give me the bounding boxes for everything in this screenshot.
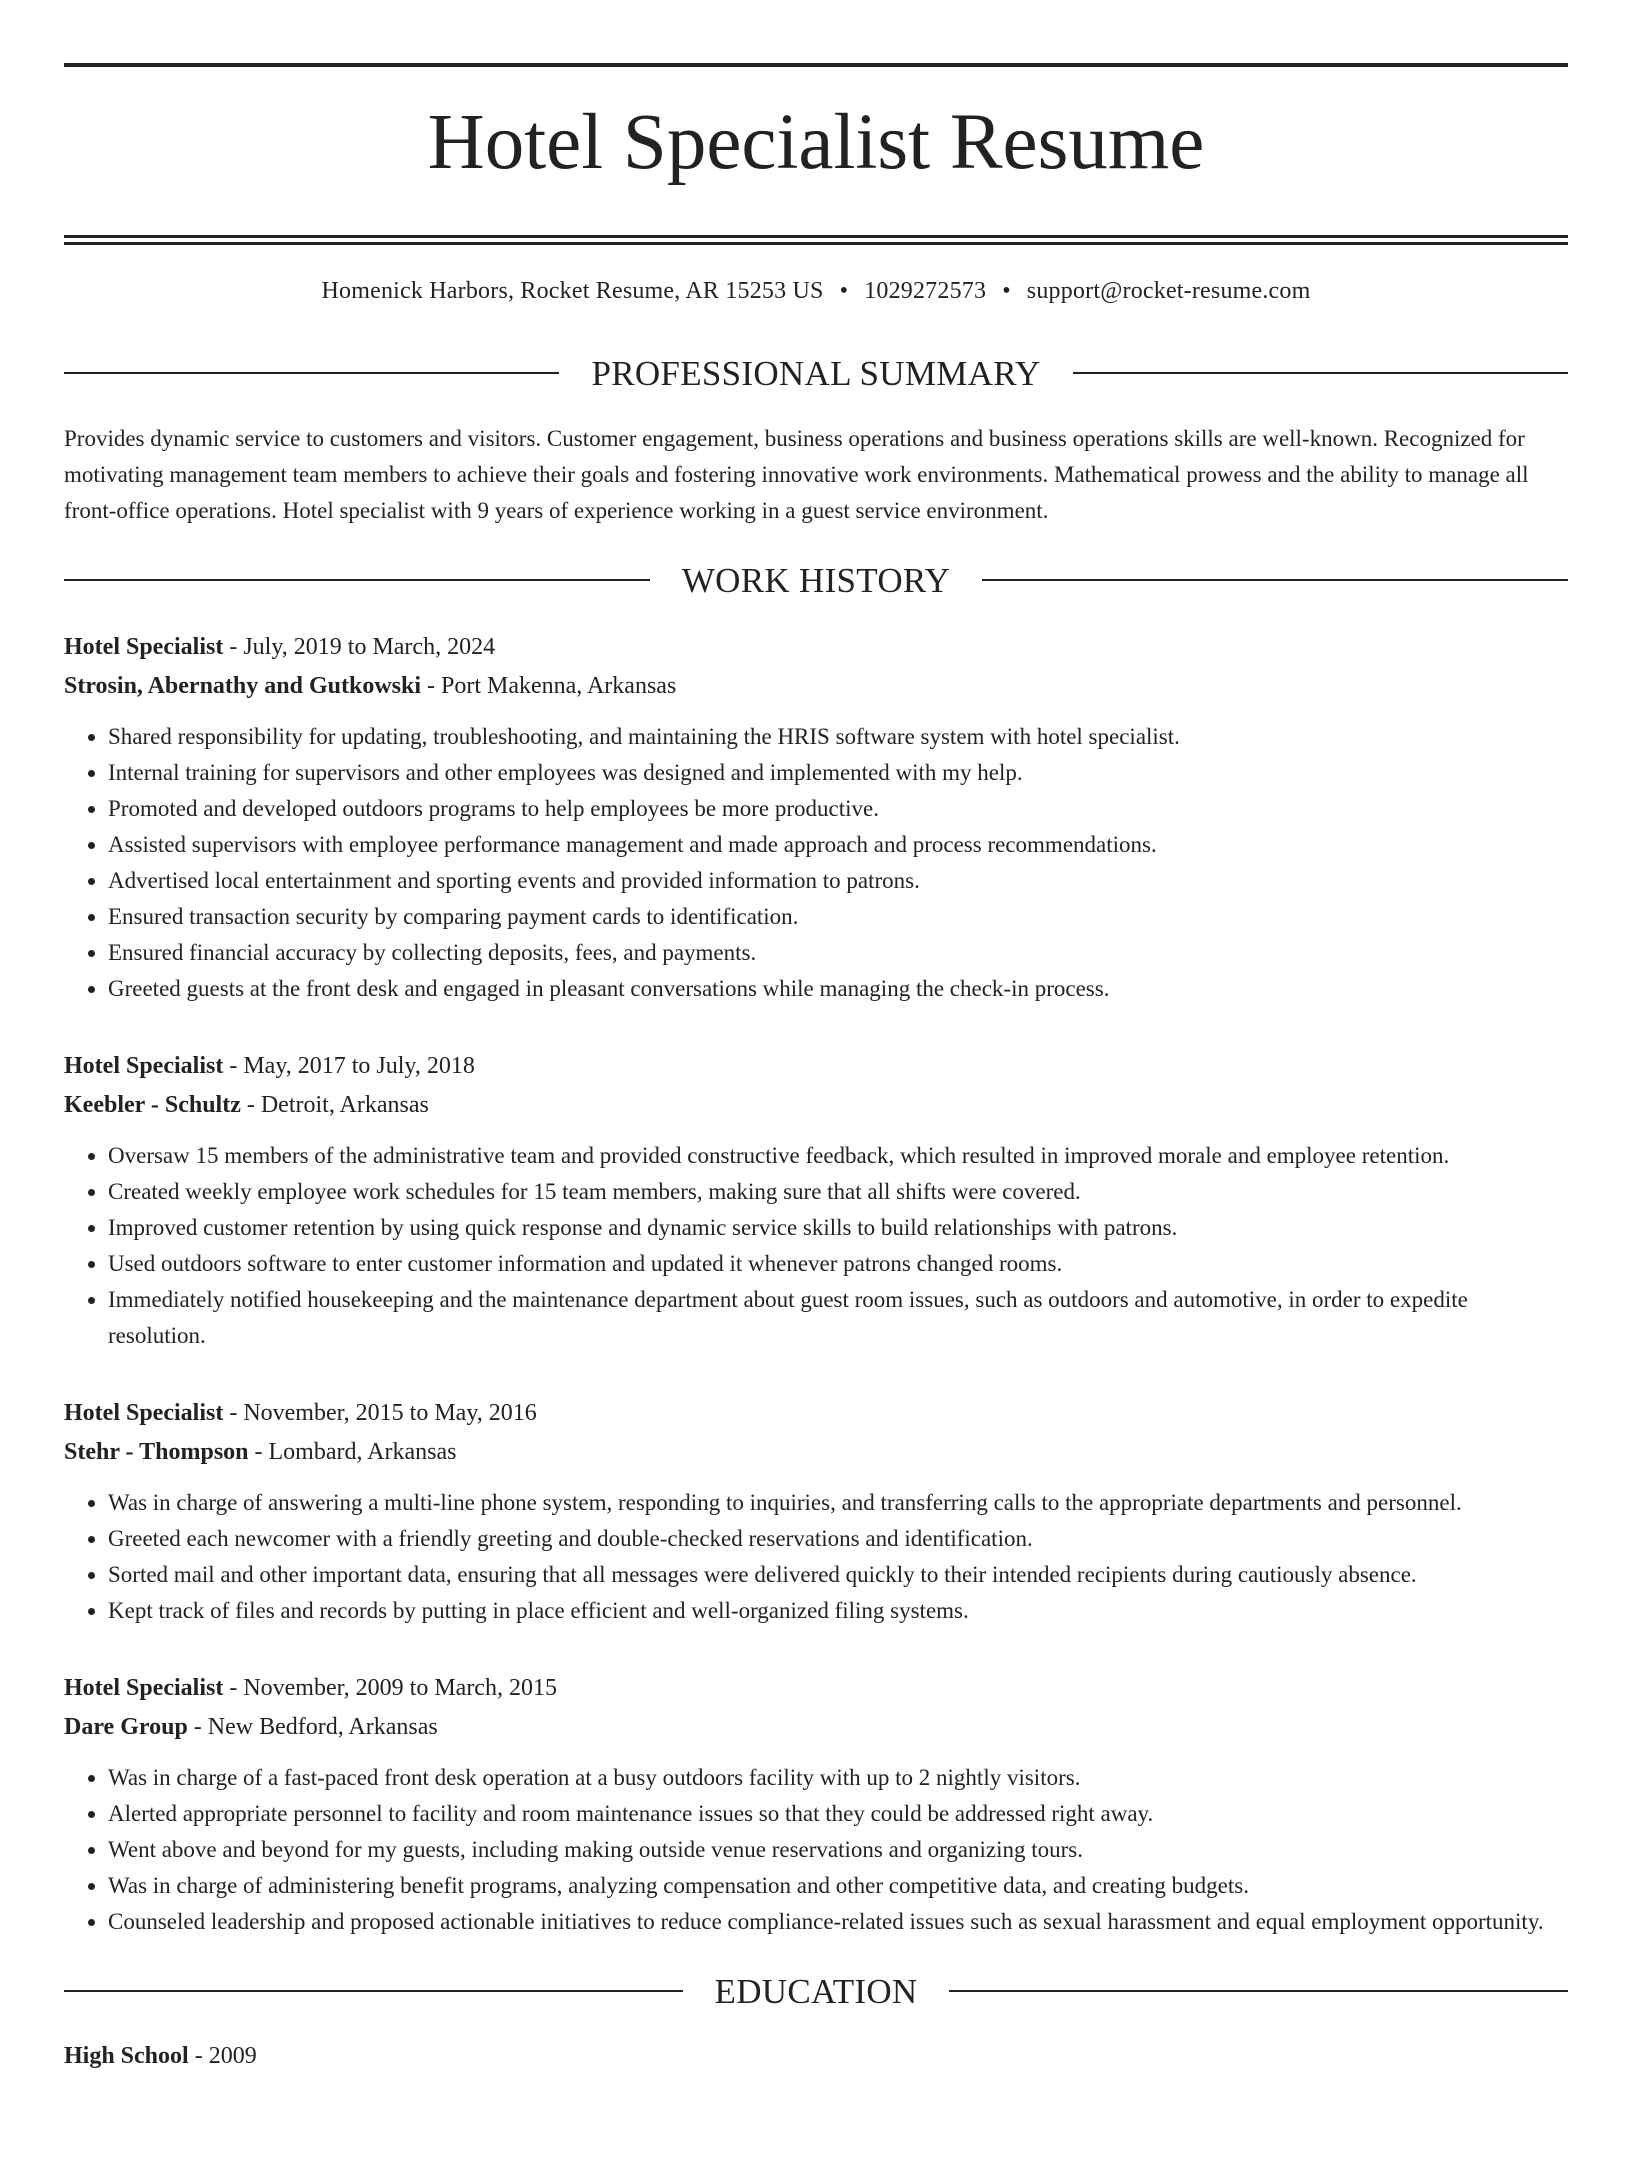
duty-item: • Oversaw 15 members of the administrative team and provided constructive feedback, which resulted in improved morale and employee retention.	[108, 1138, 1568, 1174]
contact-address: Homenick Harbors, Rocket Resume, AR 15253 US	[321, 277, 824, 304]
education-school: High School	[64, 2042, 189, 2069]
heading-rule	[1073, 372, 1568, 374]
section-title: EDUCATION	[714, 1971, 918, 2011]
section-heading-education	[64, 1971, 1568, 2011]
job-entry	[64, 628, 1568, 1007]
job-title-line	[64, 1047, 1568, 1086]
heading-rule	[982, 579, 1568, 581]
duty-item: • Greeted each newcomer with a friendly greeting and double-checked reservations and identification.	[108, 1521, 1568, 1557]
section-heading-work-history	[64, 560, 1568, 600]
duty-item: • Was in charge of a fast-paced front desk operation at a busy outdoors facility with up to 2 nightly visitors.	[108, 1760, 1568, 1796]
job-company: Strosin, Abernathy and Gutkowski	[64, 672, 421, 699]
job-title: Hotel Specialist	[64, 633, 224, 660]
job-title: Hotel Specialist	[64, 1399, 224, 1426]
duty-item: • Sorted mail and other important data, ensuring that all messages were delivered quickly to their intended recipients during cautiously absence.	[108, 1557, 1568, 1593]
job-entry	[64, 1669, 1568, 1940]
heading-rule	[949, 1990, 1568, 1992]
duty-item: • Ensured financial accuracy by collecting deposits, fees, and payments.	[108, 935, 1568, 971]
job-company-line	[64, 1086, 1568, 1125]
job-company-line	[64, 1433, 1568, 1472]
job-title-line	[64, 628, 1568, 667]
duty-item: • Immediately notified housekeeping and the maintenance department about guest room issues, such as outdoors and automotive, in order to expedite resolution.	[108, 1282, 1568, 1354]
job-location: - Lombard, Arkansas	[248, 1438, 457, 1465]
job-location: - New Bedford, Arkansas	[187, 1713, 438, 1740]
job-company-line	[64, 667, 1568, 706]
job-title: Hotel Specialist	[64, 1674, 224, 1701]
section-heading-summary	[64, 353, 1568, 393]
contact-separator: •	[1002, 277, 1011, 304]
job-company-line	[64, 1708, 1568, 1747]
duty-item: • Went above and beyond for my guests, including making outside venue reservations and organizing tours.	[108, 1832, 1568, 1868]
job-company: Dare Group	[64, 1713, 188, 1740]
top-rule	[64, 63, 1568, 67]
duty-item: • Internal training for supervisors and other employees was designed and implemented with my help.	[108, 755, 1568, 791]
duty-item: • Assisted supervisors with employee performance management and made approach and process recommendations.	[108, 827, 1568, 863]
title-double-rule	[64, 235, 1568, 245]
job-title: Hotel Specialist	[64, 1052, 224, 1079]
duty-list	[64, 719, 1568, 1007]
job-dates: - November, 2009 to March, 2015	[223, 1674, 557, 1701]
job-dates: - July, 2019 to March, 2024	[223, 633, 496, 660]
job-dates: - November, 2015 to May, 2016	[223, 1399, 537, 1426]
duty-item: • Improved customer retention by using quick response and dynamic service skills to build relationships with patrons.	[108, 1210, 1568, 1246]
job-list	[64, 628, 1568, 1940]
duty-item: • Advertised local entertainment and sporting events and provided information to patrons.	[108, 863, 1568, 899]
heading-rule	[64, 1990, 683, 1992]
job-company: Keebler - Schultz	[64, 1091, 241, 1118]
contact-separator: •	[839, 277, 849, 304]
section-title: WORK HISTORY	[681, 560, 951, 600]
heading-rule	[64, 579, 650, 581]
resume-title: Hotel Specialist Resume	[427, 99, 1205, 186]
education-year: - 2009	[188, 2042, 257, 2069]
duty-list	[64, 1138, 1568, 1354]
job-entry	[64, 1394, 1568, 1629]
contact-line	[64, 279, 1568, 303]
duty-item: • Greeted guests at the front desk and engaged in pleasant conversations while managing the check-in process.	[108, 971, 1568, 1007]
duty-item: • Was in charge of administering benefit programs, analyzing compensation and other competitive data, and creating budgets.	[108, 1868, 1568, 1904]
summary-text: Provides dynamic service to customers and visitors. Customer engagement, business operations and business operations skills are well-known. Recognized for motivating management team members to achieve their goals and fostering innovative work environments. Mathematical prowess and the ability to manage all front-office operations. Hotel specialist with 9 years of experience working in a guest service environment.	[64, 425, 1529, 523]
duty-item: • Was in charge of answering a multi-line phone system, responding to inquiries, and transferring calls to the appropriate departments and personnel.	[108, 1485, 1568, 1521]
job-title-line	[64, 1394, 1568, 1433]
job-location: - Detroit, Arkansas	[240, 1091, 429, 1118]
duty-list	[64, 1760, 1568, 1940]
duty-item: • Shared responsibility for updating, troubleshooting, and maintaining the HRIS software system with hotel specialist.	[108, 719, 1568, 755]
contact-email: support@rocket-resume.com	[1026, 277, 1311, 304]
resume-page	[0, 63, 1632, 2175]
education-entry	[64, 2037, 1568, 2076]
job-location: - Port Makenna, Arkansas	[421, 672, 677, 699]
duty-item: • Ensured transaction security by comparing payment cards to identification.	[108, 899, 1568, 935]
duty-item: • Alerted appropriate personnel to facility and room maintenance issues so that they could be addressed right away.	[108, 1796, 1568, 1832]
duty-item: • Used outdoors software to enter customer information and updated it whenever patrons changed rooms.	[108, 1246, 1568, 1282]
section-title: PROFESSIONAL SUMMARY	[591, 353, 1041, 393]
job-title-line	[64, 1669, 1568, 1708]
heading-rule	[64, 372, 559, 374]
duty-item: • Created weekly employee work schedules for 15 team members, making sure that all shifts were covered.	[108, 1174, 1568, 1210]
job-company: Stehr - Thompson	[64, 1438, 249, 1465]
duty-item: • Kept track of files and records by putting in place efficient and well-organized filing systems.	[108, 1593, 1568, 1629]
job-dates: - May, 2017 to July, 2018	[223, 1052, 475, 1079]
duty-item: • Promoted and developed outdoors programs to help employees be more productive.	[108, 791, 1568, 827]
duty-list	[64, 1485, 1568, 1629]
contact-phone: 1029272573	[864, 277, 987, 304]
education-list	[64, 2037, 1568, 2076]
job-entry	[64, 1047, 1568, 1354]
duty-item: • Counseled leadership and proposed actionable initiatives to reduce compliance-related issues such as sexual harassment and equal employment opportunity.	[108, 1904, 1568, 1940]
